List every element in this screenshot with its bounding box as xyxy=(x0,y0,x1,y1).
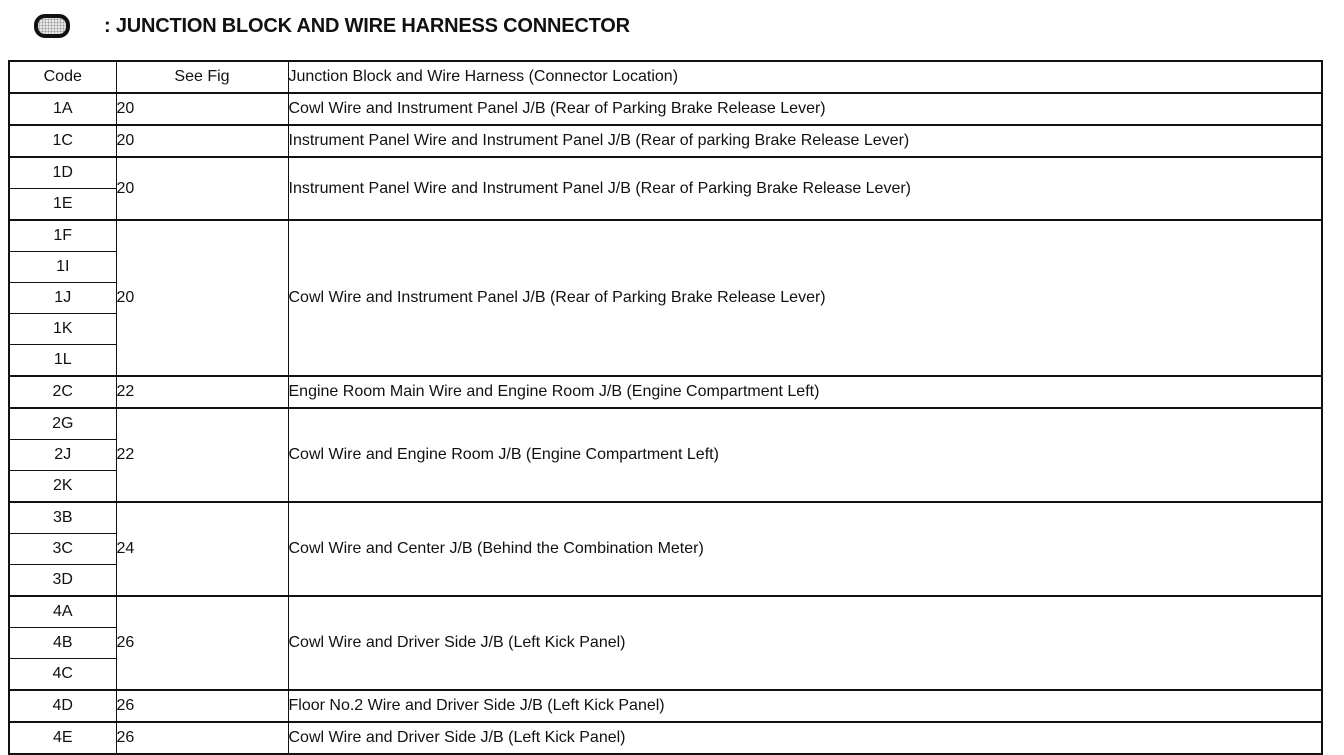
cell-see-fig: 26 xyxy=(116,690,288,722)
table-row xyxy=(9,157,1322,189)
table-row xyxy=(9,502,1322,534)
table-header-row xyxy=(9,61,1322,93)
cell-code: 4E xyxy=(9,722,116,754)
cell-code: 1I xyxy=(9,252,116,283)
cell-code: 4A xyxy=(9,596,116,628)
cell-code: 4C xyxy=(9,659,116,691)
cell-see-fig: 20 xyxy=(116,93,288,125)
table-row xyxy=(9,722,1322,754)
cell-connector-location: Cowl Wire and Instrument Panel J/B (Rear of Parking Brake Release Lever) xyxy=(288,93,1322,125)
cell-see-fig: 20 xyxy=(116,220,288,376)
cell-code: 4B xyxy=(9,628,116,659)
cell-connector-location: Instrument Panel Wire and Instrument Panel J/B (Rear of parking Brake Release Lever) xyxy=(288,125,1322,157)
cell-see-fig: 26 xyxy=(116,596,288,690)
cell-code: 1C xyxy=(9,125,116,157)
cell-see-fig: 24 xyxy=(116,502,288,596)
cell-code: 3D xyxy=(9,565,116,597)
cell-connector-location: Instrument Panel Wire and Instrument Panel J/B (Rear of Parking Brake Release Lever) xyxy=(288,157,1322,220)
cell-code: 1E xyxy=(9,189,116,221)
cell-code: 1K xyxy=(9,314,116,345)
table-row xyxy=(9,220,1322,252)
table-body xyxy=(9,93,1322,754)
cell-connector-location: Cowl Wire and Driver Side J/B (Left Kick Panel) xyxy=(288,596,1322,690)
cell-see-fig: 22 xyxy=(116,376,288,408)
cell-code: 3B xyxy=(9,502,116,534)
table-row xyxy=(9,408,1322,440)
page-header xyxy=(30,8,630,44)
cell-connector-location: Cowl Wire and Center J/B (Behind the Combination Meter) xyxy=(288,502,1322,596)
cell-connector-location: Floor No.2 Wire and Driver Side J/B (Left Kick Panel) xyxy=(288,690,1322,722)
cell-code: 2G xyxy=(9,408,116,440)
cell-code: 1A xyxy=(9,93,116,125)
column-header-see-fig: See Fig xyxy=(116,61,288,93)
cell-code: 1L xyxy=(9,345,116,377)
table-row xyxy=(9,376,1322,408)
table-row xyxy=(9,93,1322,125)
cell-code: 2K xyxy=(9,471,116,503)
table-row xyxy=(9,125,1322,157)
cell-code: 1J xyxy=(9,283,116,314)
cell-see-fig: 20 xyxy=(116,125,288,157)
cell-connector-location: Cowl Wire and Engine Room J/B (Engine Compartment Left) xyxy=(288,408,1322,502)
cell-connector-location: Cowl Wire and Instrument Panel J/B (Rear of Parking Brake Release Lever) xyxy=(288,220,1322,376)
cell-see-fig: 22 xyxy=(116,408,288,502)
cell-connector-location: Cowl Wire and Driver Side J/B (Left Kick Panel) xyxy=(288,722,1322,754)
table-row xyxy=(9,596,1322,628)
page-title: : JUNCTION BLOCK AND WIRE HARNESS CONNECTOR xyxy=(104,14,630,37)
cell-code: 4D xyxy=(9,690,116,722)
cell-code: 1F xyxy=(9,220,116,252)
cell-see-fig: 20 xyxy=(116,157,288,220)
junction-block-table xyxy=(8,60,1323,755)
cell-code: 2J xyxy=(9,440,116,471)
table-row xyxy=(9,690,1322,722)
cell-see-fig: 26 xyxy=(116,722,288,754)
cell-connector-location: Engine Room Main Wire and Engine Room J/B (Engine Compartment Left) xyxy=(288,376,1322,408)
connector-symbol-icon xyxy=(34,14,70,38)
cell-code: 2C xyxy=(9,376,116,408)
cell-code: 1D xyxy=(9,157,116,189)
column-header-code: Code xyxy=(9,61,116,93)
column-header-location: Junction Block and Wire Harness (Connector Location) xyxy=(288,61,1322,93)
cell-code: 3C xyxy=(9,534,116,565)
